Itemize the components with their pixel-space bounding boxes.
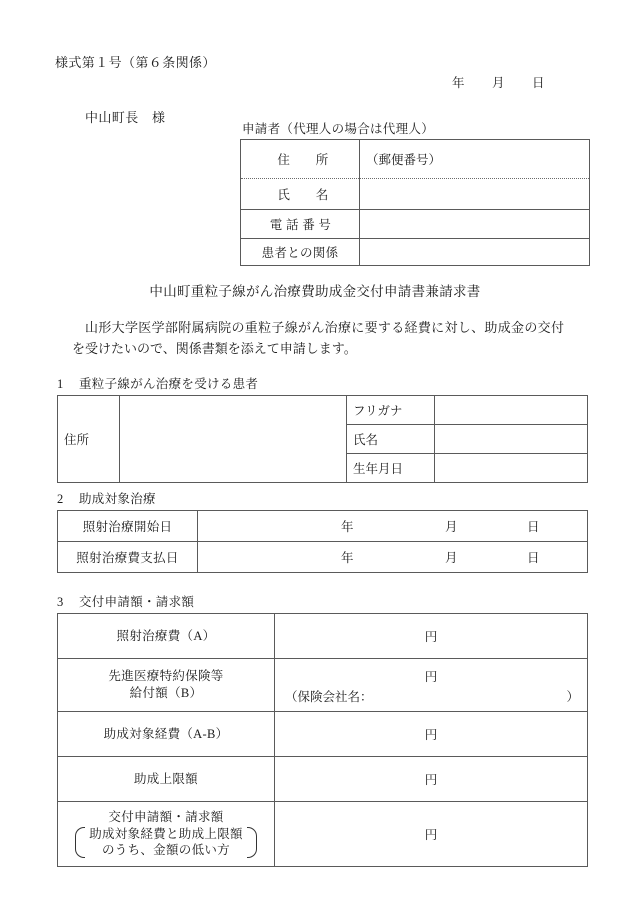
yen-unit-label: 円: [424, 630, 438, 644]
subsidy-cap-label: 助成上限額: [58, 757, 275, 802]
month-label: 月: [445, 520, 458, 534]
ymd-group: [202, 511, 583, 541]
section-treatment: [57, 489, 588, 573]
section2-heading: [57, 489, 588, 507]
table-row: [58, 802, 588, 867]
section-patient: [57, 374, 588, 483]
patient-address-field[interactable]: [120, 396, 347, 483]
insurance-benefit-label: [58, 659, 275, 712]
section3-number: 3: [57, 595, 64, 609]
section1-title: 重粒子線がん治療を受ける患者: [79, 377, 259, 391]
treatment-start-label: 照射治療開始日: [58, 511, 198, 542]
claim-amount-note-line2: のうち、金額の低い方: [101, 843, 230, 858]
addressee-label: 中山町長 様: [85, 110, 166, 125]
applicant-phone-label: 電 話 番 号: [241, 210, 360, 239]
applicant-phone-field[interactable]: [360, 210, 590, 239]
insurer-name-row: [285, 687, 579, 705]
claim-amount-note-bracket: [73, 826, 259, 860]
day-label: 日: [527, 551, 540, 565]
yen-unit-label: 円: [424, 670, 438, 684]
applicant-name-label: 氏 名: [241, 179, 360, 210]
treatment-start-date-field[interactable]: [198, 511, 588, 542]
table-row: [58, 712, 588, 757]
year-label: 年: [341, 520, 354, 534]
subsidy-cap-field[interactable]: [275, 757, 588, 802]
table-row: [241, 140, 590, 179]
table-row: [241, 239, 590, 266]
patient-birthdate-field[interactable]: [435, 454, 588, 483]
table-row: [241, 179, 590, 210]
section3-heading: [57, 592, 588, 610]
date-year-label: 年: [452, 76, 465, 90]
applicant-address-field[interactable]: （郵便番号）: [360, 140, 590, 179]
claim-amount-label-line1: 交付申請額・請求額: [108, 809, 224, 824]
form-code-label: 様式第１号（第６条関係）: [55, 55, 216, 70]
applicant-block: [240, 119, 590, 266]
patient-birthdate-label: 生年月日: [347, 454, 435, 483]
applicant-address-label: 住 所: [241, 140, 360, 179]
insurance-benefit-field[interactable]: [275, 659, 588, 712]
insurance-benefit-label-line1: 先進医療特約保険等: [108, 669, 224, 684]
claim-amount-label: [58, 802, 275, 867]
section1-number: 1: [57, 377, 64, 391]
ymd-group: [202, 542, 583, 572]
date-month-label: 月: [492, 76, 505, 90]
applicant-relation-label: 患者との関係: [241, 239, 360, 266]
patient-name-label: 氏名: [347, 425, 435, 454]
treatment-payment-label: 照射治療費支払日: [58, 542, 198, 573]
section3-title: 交付申請額・請求額: [79, 595, 195, 609]
page-title: 中山町重粒子線がん治療費助成金交付申請書兼請求書: [149, 284, 481, 299]
year-label: 年: [341, 551, 354, 565]
applicant-table: [240, 139, 590, 266]
patient-name-field[interactable]: [435, 425, 588, 454]
applicant-caption: 申請者（代理人の場合は代理人）: [242, 122, 435, 136]
treatment-payment-date-field[interactable]: [198, 542, 588, 573]
patient-table: [57, 395, 588, 483]
subsidy-target-field[interactable]: [275, 712, 588, 757]
table-row: [58, 542, 588, 573]
applicant-name-field[interactable]: [360, 179, 590, 210]
date-line-top: [452, 73, 545, 91]
section1-heading: [57, 374, 588, 392]
table-row: [58, 659, 588, 712]
day-label: 日: [527, 520, 540, 534]
patient-furigana-field[interactable]: [435, 396, 588, 425]
table-row: [58, 757, 588, 802]
insurer-name-label: （保険会社名：: [285, 690, 373, 704]
date-day-label: 日: [532, 76, 545, 90]
amounts-table: [57, 613, 588, 867]
yen-unit-label: 円: [424, 773, 438, 787]
table-row: [58, 511, 588, 542]
insurance-benefit-label-line2: 給付額（B）: [129, 686, 203, 700]
irradiation-cost-field[interactable]: [275, 614, 588, 659]
document-body-text: 山形大学医学部附属病院の重粒子線がん治療に要する経費に対し、助成金の交付を受けたいので、関係書類を添えて申請します。: [72, 320, 564, 357]
table-row: [58, 396, 588, 425]
yen-unit-label: 円: [424, 828, 438, 842]
applicant-relation-field[interactable]: [360, 239, 590, 266]
section2-title: 助成対象治療: [79, 492, 156, 506]
claim-amount-field[interactable]: [275, 802, 588, 867]
yen-unit-label: 円: [424, 728, 438, 742]
irradiation-cost-label: 照射治療費（A）: [58, 614, 275, 659]
insurer-name-close-paren: ）: [566, 690, 579, 704]
patient-address-label: 住所: [58, 396, 120, 483]
subsidy-target-label: 助成対象経費（A-B）: [58, 712, 275, 757]
patient-furigana-label: フリガナ: [347, 396, 435, 425]
month-label: 月: [445, 551, 458, 565]
section2-number: 2: [57, 492, 64, 506]
table-row: [241, 210, 590, 239]
treatment-table: [57, 510, 588, 573]
claim-amount-note-line1: 助成対象経費と助成上限額: [89, 826, 243, 841]
section-amounts: [57, 592, 588, 867]
table-row: [58, 614, 588, 659]
